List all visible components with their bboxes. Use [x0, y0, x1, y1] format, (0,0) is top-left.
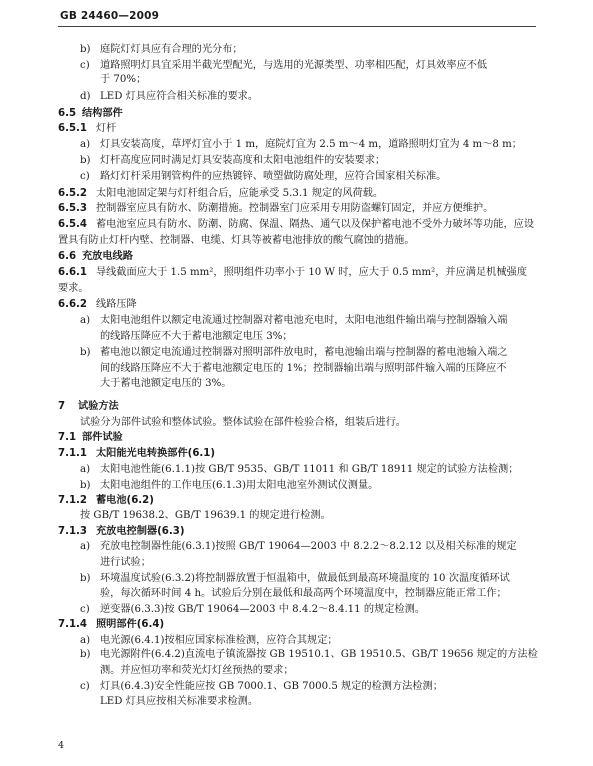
line-marker: b) — [80, 480, 91, 491]
line-marker: 6.6 — [58, 251, 77, 262]
text-line-l35: 验，每次循环时间 4 h。试验后分别在最低和最高两个环境温度中，控制器应能正常工作； — [100, 588, 507, 599]
line-marker: a) — [80, 464, 91, 475]
text-line-l22: 大于蓄电池额定电压的 3%。 — [100, 378, 232, 389]
line-text: 线路压降 — [96, 299, 137, 310]
line-marker: a) — [80, 315, 91, 326]
standard-code-header: GB 24460—2009 — [60, 10, 160, 22]
line-text: 灯杆 — [96, 123, 117, 134]
line-text: 试验方法 — [78, 401, 119, 412]
line-text: 照明部件(6.4) — [96, 619, 165, 630]
line-marker: 7.1.1 — [58, 448, 88, 459]
line-text: 充放电线路 — [82, 251, 133, 262]
text-line-l13: 置具有防止灯杆内壁、控制器、电缆、灯具等被蓄电池排放的酸气腐蚀的措施。 — [58, 235, 415, 246]
line-marker: 7.1.3 — [58, 526, 88, 537]
line-text: 逆变器(6.3.3)按 GB/T 19064—2003 中 8.4.2～8.4.11 的规定检测。 — [100, 604, 426, 615]
line-marker: 6.5 — [58, 108, 77, 119]
text-line-l24: 试验分为部件试验和整体试验。整体试验在部件检验合格，组装后进行。 — [80, 417, 406, 428]
line-marker: b) — [80, 649, 91, 660]
line-marker: 6.5.3 — [58, 203, 88, 214]
line-text: 太阳电池性能(6.1.1)按 GB/T 9535、GB/T 11011 和 GB/T 18911 规定的试验方法检测； — [100, 464, 519, 475]
line-text: 蓄电池以额定电流通过控制器对照明部件放电时，蓄电池输出端与控制器的蓄电池输入端之 — [100, 347, 508, 358]
line-marker: 6.5.1 — [58, 123, 88, 134]
line-text: 路灯灯杆采用钢管构件的应热镀锌、喷塑做防腐处理，应符合国家相关标准。 — [100, 171, 447, 182]
line-marker: c) — [80, 171, 90, 182]
text-line-l42: LED 灯具应按相关标准要求检测。 — [100, 696, 259, 707]
line-text: 导线截面应大于 1.5 mm²，照明组件功率小于 10 W 时，应大于 0.5 mm²，并应满足机械强度 — [96, 267, 527, 278]
text-line-l19: 的线路压降应不大于蓄电池额定电压 3%； — [100, 331, 293, 342]
line-text: 太阳能光电转换部件(6.1) — [96, 448, 216, 459]
line-marker: b) — [80, 347, 91, 358]
line-text: 灯具安装高度，草坪灯宜小于 1 m，庭院灯宜为 2.5 m～4 m，道路照明灯宜为 4 m～8 m； — [100, 139, 522, 150]
line-text: 结构部件 — [82, 108, 123, 119]
header-divider — [58, 26, 536, 27]
line-marker: a) — [80, 541, 91, 552]
text-line-l40: 测。并应恒功率和荧光灯灯丝预热的要求； — [100, 665, 294, 676]
text-line-l30: 按 GB/T 19638.2、GB/T 19639.1 的规定进行检测。 — [80, 510, 331, 521]
line-text: 部件试验 — [82, 432, 123, 443]
text-line-l3: 于 70%； — [100, 74, 147, 85]
line-text: 充放电控制器性能(6.3.1)按照 GB/T 19064—2003 中 8.2.2～8.2.12 以及相关标准的规定 — [100, 541, 517, 552]
line-text: 环境温度试验(6.3.2)将控制器放置于恒温箱中，做最低到最高环境温度的 10 次温度循环试 — [100, 573, 510, 584]
line-marker: 7.1.2 — [58, 495, 88, 506]
line-text: 控制器室应具有防水、防潮措施。控制器室门应采用专用防盗螺钉固定，并应方便维护。 — [96, 203, 494, 214]
line-text: 电光源(6.4.1)按相应国家标准检测，应符合其规定； — [100, 635, 338, 646]
line-text: 灯杆高度应同时满足灯具安装高度和太阳电池组件的安装要求； — [100, 155, 386, 166]
line-text: LED 灯具应符合相关标准的要求。 — [100, 91, 259, 102]
line-marker: b) — [80, 44, 91, 55]
text-line-l33: 进行试验； — [100, 557, 151, 568]
line-text: 太阳电池组件以额定电流通过控制器对蓄电池充电时，太阳电池组件输出端与控制器输入端 — [100, 315, 508, 326]
page-number: 4 — [58, 740, 65, 751]
line-marker: c) — [80, 60, 90, 71]
line-text: 灯具(6.4.3)安全性能应按 GB 7000.1、GB 7000.5 规定的检测方法检测； — [100, 681, 443, 692]
line-text: 充放电控制器(6.3) — [96, 526, 185, 537]
line-text: 蓄电池室应具有防水、防潮、防腐、保温、隔热、通气以及保护蓄电池不受外力破坏等功能，应设 — [96, 219, 535, 230]
line-text: 庭院灯灯具应有合理的光分布； — [100, 44, 243, 55]
text-line-l21: 间的线路压降应不大于蓄电池额定电压的 1%；控制器输出端与照明部件输入端的压降应不 — [100, 363, 507, 374]
line-marker: 7.1.4 — [58, 619, 88, 630]
text-line-l16: 要求。 — [58, 283, 89, 294]
line-marker: d) — [80, 91, 91, 102]
line-marker: 6.5.2 — [58, 188, 88, 199]
line-marker: 6.6.2 — [58, 299, 88, 310]
line-marker: c) — [80, 681, 90, 692]
line-marker: 6.5.4 — [58, 219, 88, 230]
line-text: 蓄电池(6.2) — [96, 495, 154, 506]
line-text: 道路照明灯具宜采用半截光型配光，与选用的光源类型、功率相匹配，灯具效率应不低 — [100, 60, 488, 71]
line-marker: 7 — [58, 401, 66, 412]
line-marker: b) — [80, 155, 91, 166]
line-text: 太阳电池固定架与灯杆组合后，应能承受 5.3.1 规定的风荷载。 — [96, 188, 384, 199]
line-marker: 7.1 — [58, 432, 77, 443]
line-marker: c) — [80, 604, 90, 615]
line-text: 电光源附件(6.4.2)直流电子镇流器按 GB 19510.1、GB 19510.5、GB/T 19656 规定的方法检 — [100, 649, 538, 660]
line-marker: a) — [80, 635, 91, 646]
line-marker: 6.6.1 — [58, 267, 88, 278]
line-marker: b) — [80, 573, 91, 584]
line-text: 太阳电池组件的工作电压(6.1.3)用太阳电池室外测试仪测量。 — [100, 480, 379, 491]
line-marker: a) — [80, 139, 91, 150]
